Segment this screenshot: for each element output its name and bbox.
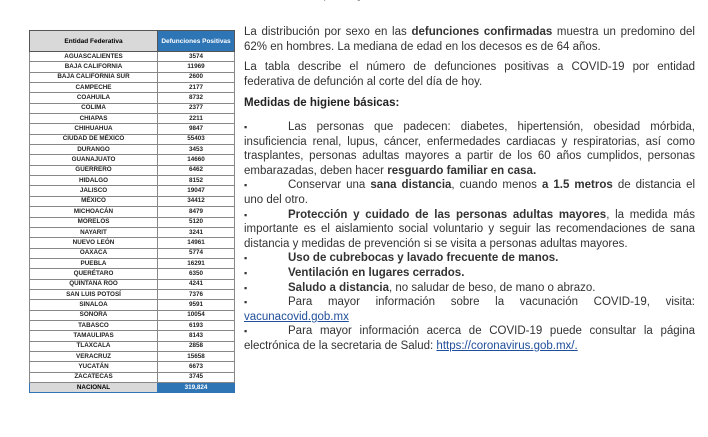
table-row [30,320,235,330]
state-name-cell: HIDALGO [30,176,158,186]
section-heading-hygiene: Medidas de higiene básicas: [244,97,400,110]
table-row [30,341,235,351]
deaths-value-cell: 2858 [158,341,235,351]
paragraph-sex-distribution: La distribución por sexo en las defunciones confirmadas muestra un predomino del 62% en hombres. La mediana de edad en los decesos es de 64 años. [244,26,695,53]
bullet-masks: ▪ Uso de cubrebocas y lavado frecuente de manos. [244,252,559,265]
deaths-value-cell: 6193 [158,320,235,330]
bullet-icon: ▪ [244,180,248,191]
state-name-cell: MORELOS [30,217,158,227]
table-body [30,52,235,393]
state-name-cell: NUEVO LEÓN [30,238,158,248]
state-name-cell: TLAXCALA [30,341,158,351]
bullet-icon: ▪ [244,209,248,220]
deaths-value-cell: 6673 [158,362,235,372]
table-row [30,155,235,165]
deaths-value-cell: 8143 [158,331,235,341]
table-row [30,258,235,268]
state-name-cell: VERACRUZ [30,351,158,361]
state-name-cell: PUEBLA [30,258,158,268]
deaths-value-cell: 4241 [158,279,235,289]
column-header-entidad: Entidad Federativa [30,31,158,52]
state-name-cell: DURANGO [30,145,158,155]
table-row [30,300,235,310]
deaths-value-cell: 3745 [158,372,235,382]
deaths-value-cell: 2211 [158,114,235,124]
state-name-cell: TAMAULIPAS [30,331,158,341]
state-name-cell: MÉXICO [30,196,158,206]
table-row [30,269,235,279]
state-name-cell: ZACATECAS [30,372,158,382]
page-header-cut [0,0,708,1]
deaths-value-cell: 14961 [158,238,235,248]
deaths-value-cell: 8152 [158,176,235,186]
deaths-value-cell: 9591 [158,300,235,310]
table-row [30,372,235,382]
table-row [30,186,235,196]
deaths-by-state-table [29,30,235,393]
bullet-greeting: ▪ Saludo a distancia, no saludar de beso, de mano o abrazo. [244,281,596,294]
table-row [30,310,235,320]
deaths-value-cell: 55403 [158,134,235,144]
state-name-cell: COAHUILA [30,93,158,103]
state-name-cell: AGUASCALIENTES [30,52,158,62]
state-name-cell: SINALOA [30,300,158,310]
deaths-value-cell: 3453 [158,145,235,155]
table-row [30,362,235,372]
table-row [30,83,235,93]
bullet-distance: ▪ Conservar una sana distancia, cuando menos a 1.5 metros de distancia el uno del otro. [244,179,696,206]
state-name-cell: COLIMA [30,103,158,113]
table-row [30,238,235,248]
state-name-cell: TABASCO [30,320,158,330]
text-column [244,25,695,353]
deaths-value-cell: 5120 [158,217,235,227]
bullet-covid-info: ▪ Para mayor información acerca de COVID-19 puede consultar la página electrónica de la secretaria de Salud: https://coronavirus.gob.mx/. [244,325,695,352]
table-row [30,165,235,175]
deaths-value-cell: 2377 [158,103,235,113]
state-name-cell: YUCATÁN [30,362,158,372]
table-total-row [30,383,235,393]
deaths-value-cell: 8479 [158,207,235,217]
paragraph-table-description: La tabla describe el número de defunciones positivas a COVID-19 por entidad federativa de defunción al corte del día de hoy. [244,61,695,88]
bullet-icon: ▪ [244,282,248,293]
bullet-older-adults: ▪ Protección y cuidado de las personas adultas mayores, la medida más importante es el aislamiento social voluntario y seguir las recomendaciones de sana distancia y medidas de prevención si se visita a personas adultas mayores. [244,208,695,250]
state-name-cell: NAYARIT [30,227,158,237]
bullet-vaccination-info: ▪ Para mayor información sobre la vacunación COVID-19, visita: vacunacovid.gob.mx [244,296,695,323]
bullet-icon: ▪ [244,267,248,278]
deaths-value-cell: 3574 [158,52,235,62]
table-row [30,52,235,62]
deaths-value-cell: 10054 [158,310,235,320]
deaths-value-cell: 8732 [158,93,235,103]
bullet-icon: ▪ [244,253,248,264]
table-row [30,62,235,72]
state-name-cell: SAN LUIS POTOSÍ [30,289,158,299]
deaths-value-cell: 2600 [158,72,235,82]
table-row [30,72,235,82]
table-row [30,145,235,155]
coronavirus-link[interactable]: https://coronavirus.gob.mx/. [436,339,578,352]
bullet-icon: ▪ [244,121,248,132]
table-row [30,279,235,289]
deaths-value-cell: 11969 [158,62,235,72]
table-header-row [30,31,235,52]
state-name-cell: CAMPECHE [30,83,158,93]
bullet-icon: ▪ [244,326,248,337]
state-name-cell: BAJA CALIFORNIA [30,62,158,72]
table-row [30,134,235,144]
table-row [30,176,235,186]
table-row [30,124,235,134]
table-row [30,93,235,103]
vaccination-link[interactable]: vacunacovid.gob.mx [244,310,349,323]
table-row [30,217,235,227]
table-row [30,248,235,258]
column-header-defunciones: Defunciones Positivas [158,31,235,52]
deaths-value-cell: 34412 [158,196,235,206]
state-name-cell: OAXACA [30,248,158,258]
state-name-cell: JALISCO [30,186,158,196]
bullet-risk-groups: ▪ Las personas que padecen: diabetes, hipertensión, obesidad mórbida, insuficiencia renal, lupus, cáncer, enfermedades cardiacas y respiratorias, así como trasplantes, personas adultas mayores a partir de los 60 años cumplidos, personas embarazadas, deben hacer resguardo familiar en casa. [244,120,695,177]
deaths-value-cell: 14660 [158,155,235,165]
table-row [30,227,235,237]
state-name-cell: CIUDAD DE MÉXICO [30,134,158,144]
deaths-value-cell: 15658 [158,351,235,361]
state-name-cell: MICHOACÁN [30,207,158,217]
state-name-cell: QUINTANA ROO [30,279,158,289]
state-name-cell: GUERRERO [30,165,158,175]
deaths-value-cell: 3241 [158,227,235,237]
deaths-value-cell: 5774 [158,248,235,258]
table-row [30,289,235,299]
table-row [30,196,235,206]
state-name-cell: SONORA [30,310,158,320]
deaths-value-cell: 7376 [158,289,235,299]
deaths-value-cell: 19047 [158,186,235,196]
bullet-icon: ▪ [244,297,248,308]
table-row [30,103,235,113]
table-row [30,331,235,341]
table-row [30,207,235,217]
state-name-cell: GUANAJUATO [30,155,158,165]
state-name-cell: CHIAPAS [30,114,158,124]
deaths-value-cell: 9847 [158,124,235,134]
bullet-ventilation: ▪ Ventilación en lugares cerrados. [244,266,465,279]
total-value-cell: 319,824 [158,383,235,393]
deaths-value-cell: 6462 [158,165,235,175]
deaths-value-cell: 6350 [158,269,235,279]
total-name-cell: NACIONAL [30,383,158,393]
deaths-value-cell: 2177 [158,83,235,93]
deaths-value-cell: 16291 [158,258,235,268]
state-name-cell: CHIHUAHUA [30,124,158,134]
table-row [30,114,235,124]
state-name-cell: BAJA CALIFORNIA SUR [30,72,158,82]
table-row [30,351,235,361]
state-name-cell: QUERÉTARO [30,269,158,279]
